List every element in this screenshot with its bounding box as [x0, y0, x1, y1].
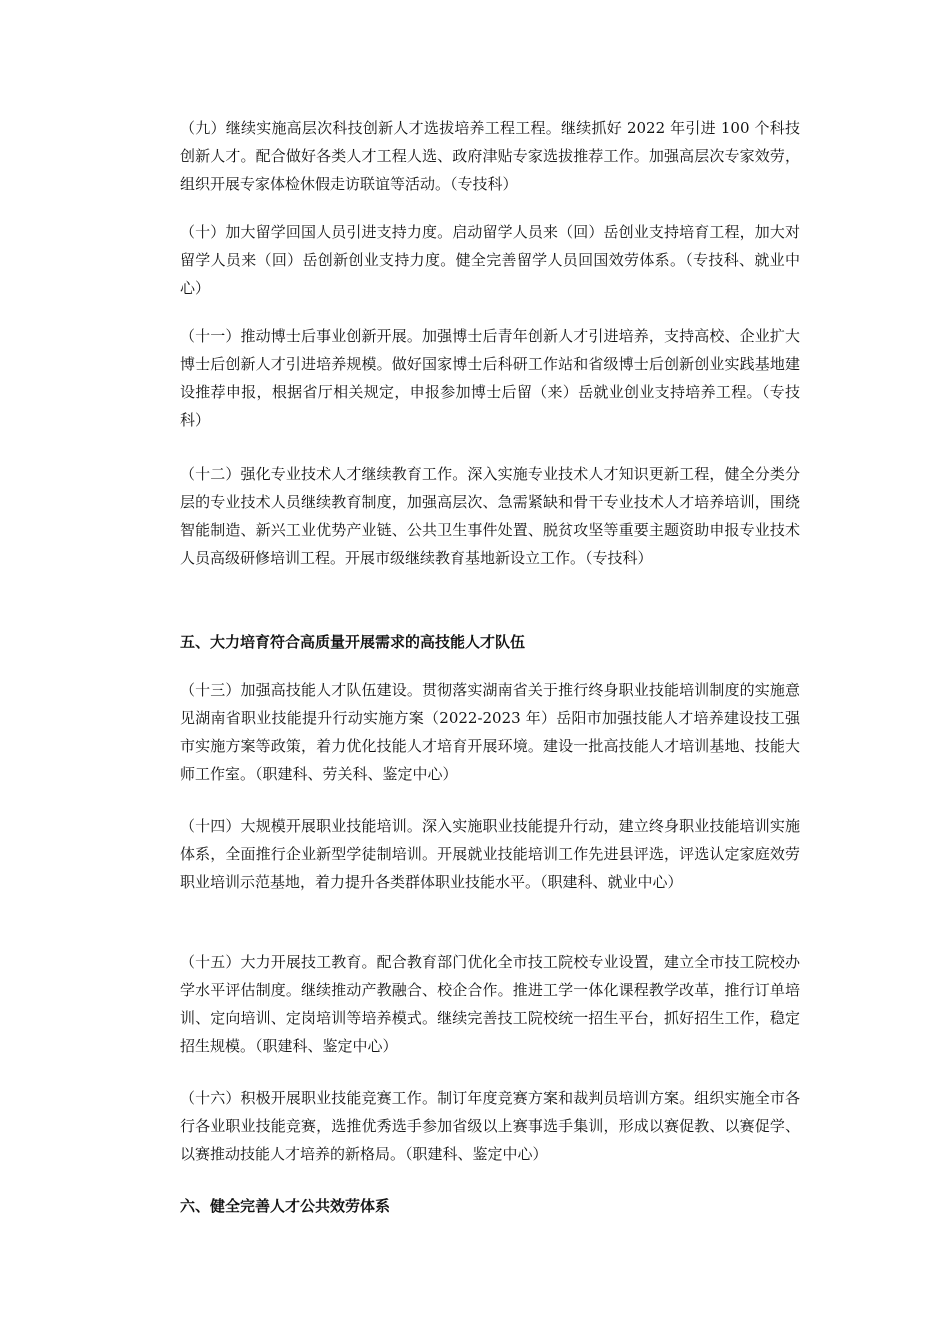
paragraph-13: （十三）加强高技能人才队伍建设。贯彻落实湖南省关于推行终身职业技能培训制度的实施意见湖南省职业技能提升行动实施方案（2022-2023 年）岳阳市加强技能人才培养建设技工强市实施方案等政策，着力优化技能人才培育开展环境。建设一批高技能人才培训基地、技能大师工作室。（职建科、劳关科、鉴定中心）	[180, 681, 800, 783]
paragraph-16: （十六）积极开展职业技能竞赛工作。制订年度竞赛方案和裁判员培训方案。组织实施全市各行各业职业技能竞赛，选推优秀选手参加省级以上赛事选手集训，形成以赛促教、以赛促学、以赛推动技能人才培养的新格局。（职建科、鉴定中心）	[180, 1089, 800, 1163]
section-heading-5: 五、大力培育符合高质量开展需求的高技能人才队伍	[180, 633, 526, 651]
paragraph-15: （十五）大力开展技工教育。配合教育部门优化全市技工院校专业设置，建立全市技工院校办学水平评估制度。继续推动产教融合、校企合作。推进工学一体化课程教学改革，推行订单培训、定向培训、定岗培训等培养模式。继续完善技工院校统一招生平台，抓好招生工作，稳定招生规模。（职建科、鉴定中心）	[180, 953, 800, 1055]
paragraph-12: （十二）强化专业技术人才继续教育工作。深入实施专业技术人才知识更新工程，健全分类分层的专业技术人员继续教育制度，加强高层次、急需紧缺和骨干专业技术人才培养培训，围绕智能制造、新兴工业优势产业链、公共卫生事件处置、脱贫攻坚等重要主题资助申报专业技术人员高级研修培训工程。开展市级继续教育基地新设立工作。（专技科）	[180, 465, 800, 567]
paragraph-11: （十一）推动博士后事业创新开展。加强博士后青年创新人才引进培养，支持高校、企业扩大博士后创新人才引进培养规模。做好国家博士后科研工作站和省级博士后创新创业实践基地建设推荐申报，根据省厅相关规定，申报参加博士后留（来）岳就业创业支持培养工程。（专技科）	[180, 327, 800, 429]
paragraph-14: （十四）大规模开展职业技能培训。深入实施职业技能提升行动，建立终身职业技能培训实施体系，全面推行企业新型学徒制培训。开展就业技能培训工作先进县评选，评选认定家庭效劳职业培训示范基地，着力提升各类群体职业技能水平。（职建科、就业中心）	[180, 817, 800, 891]
section-heading-6: 六、健全完善人才公共效劳体系	[180, 1197, 391, 1215]
paragraph-9: （九）继续实施高层次科技创新人才选拔培养工程工程。继续抓好 2022 年引进 100 个科技创新人才。配合做好各类人才工程人选、政府津贴专家选拔推荐工作。加强高层次专家效劳，组织开展专家体检休假走访联谊等活动。（专技科）	[180, 119, 800, 193]
paragraph-10: （十）加大留学回国人员引进支持力度。启动留学人员来（回）岳创业支持培育工程，加大对留学人员来（回）岳创新创业支持力度。健全完善留学人员回国效劳体系。（专技科、就业中心）	[180, 223, 800, 297]
